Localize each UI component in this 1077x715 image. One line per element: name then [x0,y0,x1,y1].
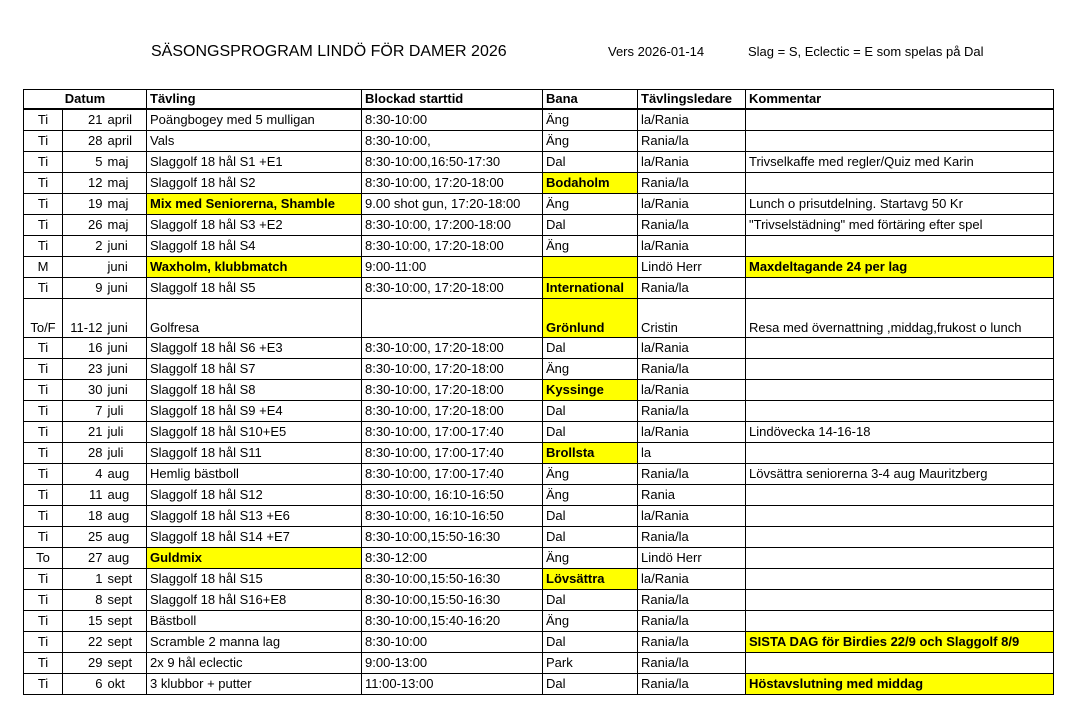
table-row [24,338,1054,359]
cell-leader: Rania/la [638,674,746,695]
table-row [24,485,1054,506]
cell-date: 11-12 [63,299,106,338]
cell-month: juni [106,278,147,299]
cell-time: 8:30-10:00,15:50-16:30 [362,590,543,611]
col-header-kommentar: Kommentar [746,90,1054,110]
cell-time [362,299,543,338]
table-row [24,422,1054,443]
cell-month: aug [106,485,147,506]
cell-time: 9:00-13:00 [362,653,543,674]
cell-course: International [543,278,638,299]
cell-leader: Rania/la [638,632,746,653]
cell-time: 9:00-11:00 [362,257,543,278]
cell-date: 29 [63,653,106,674]
cell-month: maj [106,215,147,236]
cell-comment [746,569,1054,590]
cell-month: april [106,109,147,131]
cell-leader: la/Rania [638,236,746,257]
cell-comment: Trivselkaffe med regler/Quiz med Karin [746,152,1054,173]
cell-leader: la/Rania [638,569,746,590]
table-row [24,152,1054,173]
cell-day: Ti [24,485,63,506]
table-row [24,257,1054,278]
cell-time: 8:30-10:00, 17:20-18:00 [362,401,543,422]
cell-date: 16 [63,338,106,359]
cell-course: Äng [543,194,638,215]
legend-note: Slag = S, Eclectic = E som spelas på Dal [748,44,984,59]
cell-day: Ti [24,632,63,653]
page-title: SÄSONGSPROGRAM LINDÖ FÖR DAMER 2026 [151,43,507,60]
table-row [24,278,1054,299]
cell-course: Dal [543,674,638,695]
cell-day: Ti [24,443,63,464]
table-row [24,215,1054,236]
cell-course: Park [543,653,638,674]
cell-comment [746,653,1054,674]
cell-date: 9 [63,278,106,299]
cell-course: Kyssinge [543,380,638,401]
cell-day: Ti [24,173,63,194]
cell-time: 8:30-10:00, 17:00-17:40 [362,422,543,443]
cell-event: Slaggolf 18 hål S16+E8 [147,590,362,611]
table-row [24,632,1054,653]
cell-course: Äng [543,236,638,257]
cell-event: Slaggolf 18 hål S1 +E1 [147,152,362,173]
cell-course: Dal [543,506,638,527]
table-row [24,548,1054,569]
col-header-datum: Datum [24,90,147,110]
cell-date: 15 [63,611,106,632]
cell-date: 30 [63,380,106,401]
table-row [24,506,1054,527]
cell-time: 8:30-10:00,15:50-16:30 [362,527,543,548]
cell-date: 28 [63,131,106,152]
cell-event: Poängbogey med 5 mulligan [147,109,362,131]
cell-event: Slaggolf 18 hål S12 [147,485,362,506]
cell-course [543,257,638,278]
cell-event: Slaggolf 18 hål S6 +E3 [147,338,362,359]
cell-leader: Rania/la [638,611,746,632]
cell-month: april [106,131,147,152]
cell-comment: Höstavslutning med middag [746,674,1054,695]
cell-month: juli [106,422,147,443]
cell-day: Ti [24,109,63,131]
cell-leader: la [638,443,746,464]
cell-comment [746,590,1054,611]
cell-month: juni [106,257,147,278]
cell-leader: la/Rania [638,194,746,215]
cell-date: 21 [63,422,106,443]
cell-comment [746,338,1054,359]
cell-time: 8:30-10:00, 17:20-18:00 [362,278,543,299]
cell-day: To/F [24,299,63,338]
cell-leader: Rania/la [638,215,746,236]
cell-month: juli [106,443,147,464]
cell-event: Scramble 2 manna lag [147,632,362,653]
cell-comment [746,401,1054,422]
cell-course: Dal [543,632,638,653]
cell-course: Grönlund [543,299,638,338]
cell-course: Dal [543,152,638,173]
table-row [24,611,1054,632]
cell-date: 22 [63,632,106,653]
cell-month: sept [106,590,147,611]
cell-day: Ti [24,422,63,443]
table-row [24,653,1054,674]
cell-leader: Rania/la [638,359,746,380]
cell-event: Mix med Seniorerna, Shamble [147,194,362,215]
cell-day: Ti [24,194,63,215]
cell-date: 12 [63,173,106,194]
cell-comment [746,359,1054,380]
cell-date: 11 [63,485,106,506]
cell-comment [746,109,1054,131]
cell-time: 8:30-10:00, 17:00-17:40 [362,443,543,464]
cell-day: Ti [24,131,63,152]
table-row [24,443,1054,464]
cell-event: Slaggolf 18 hål S7 [147,359,362,380]
cell-time: 8:30-10:00, 17:20-18:00 [362,173,543,194]
cell-event: Bästboll [147,611,362,632]
cell-leader: Rania [638,485,746,506]
table-row [24,131,1054,152]
cell-course: Dal [543,422,638,443]
cell-month: juni [106,236,147,257]
table-row [24,380,1054,401]
cell-course: Brollsta [543,443,638,464]
cell-comment [746,443,1054,464]
cell-time: 8:30-10:00 [362,632,543,653]
cell-day: Ti [24,152,63,173]
cell-day: Ti [24,401,63,422]
cell-day: Ti [24,215,63,236]
cell-date: 28 [63,443,106,464]
cell-event: Slaggolf 18 hål S10+E5 [147,422,362,443]
cell-month: maj [106,194,147,215]
cell-month: sept [106,569,147,590]
cell-leader: Rania/la [638,527,746,548]
cell-time: 8:30-10:00, [362,131,543,152]
col-header-ledare: Tävlingsledare [638,90,746,110]
cell-day: To [24,548,63,569]
cell-event: 2x 9 hål eclectic [147,653,362,674]
cell-time: 11:00-13:00 [362,674,543,695]
cell-day: Ti [24,569,63,590]
header-row [24,90,1054,110]
cell-course: Dal [543,527,638,548]
cell-day: Ti [24,527,63,548]
table-row [24,590,1054,611]
cell-time: 8:30-10:00, 16:10-16:50 [362,485,543,506]
table-row [24,527,1054,548]
cell-month: sept [106,611,147,632]
cell-course: Dal [543,215,638,236]
cell-comment: Lunch o prisutdelning. Startavg 50 Kr [746,194,1054,215]
cell-course: Lövsättra [543,569,638,590]
cell-date: 4 [63,464,106,485]
cell-event: Slaggolf 18 hål S3 +E2 [147,215,362,236]
cell-time: 8:30-10:00,16:50-17:30 [362,152,543,173]
cell-month: aug [106,527,147,548]
table-row [24,236,1054,257]
cell-day: Ti [24,590,63,611]
cell-month: juni [106,380,147,401]
cell-leader: Rania/la [638,278,746,299]
cell-day: Ti [24,674,63,695]
cell-date: 8 [63,590,106,611]
cell-event: Guldmix [147,548,362,569]
cell-comment: Resa med övernattning ,middag,frukost o lunch [746,299,1054,338]
cell-month: aug [106,548,147,569]
cell-month: sept [106,653,147,674]
col-header-tavling: Tävling [147,90,362,110]
cell-course: Dal [543,338,638,359]
cell-comment [746,278,1054,299]
cell-day: Ti [24,278,63,299]
cell-course: Äng [543,548,638,569]
cell-time: 8:30-10:00, 17:00-17:40 [362,464,543,485]
cell-date: 1 [63,569,106,590]
cell-date: 19 [63,194,106,215]
table-row [24,109,1054,131]
cell-event: Hemlig bästboll [147,464,362,485]
version-label: Vers 2026-01-14 [608,44,705,59]
cell-course: Dal [543,590,638,611]
cell-comment [746,236,1054,257]
cell-date: 7 [63,401,106,422]
cell-day: Ti [24,359,63,380]
col-header-blockad: Blockad starttid [362,90,543,110]
cell-event: Slaggolf 18 hål S9 +E4 [147,401,362,422]
cell-time: 8:30-10:00, 17:200-18:00 [362,215,543,236]
cell-leader: Rania/la [638,131,746,152]
col-header-bana: Bana [543,90,638,110]
cell-month: juni [106,299,147,338]
cell-date: 26 [63,215,106,236]
cell-day: Ti [24,506,63,527]
cell-course: Äng [543,359,638,380]
cell-time: 8:30-10:00, 17:20-18:00 [362,236,543,257]
cell-event: Golfresa [147,299,362,338]
cell-comment: "Trivselstädning" med förtäring efter spel [746,215,1054,236]
cell-leader: Cristin [638,299,746,338]
cell-month: aug [106,464,147,485]
cell-month: maj [106,173,147,194]
cell-time: 8:30-12:00 [362,548,543,569]
cell-event: Waxholm, klubbmatch [147,257,362,278]
cell-comment [746,611,1054,632]
cell-time: 8:30-10:00, 17:20-18:00 [362,359,543,380]
cell-date: 18 [63,506,106,527]
cell-leader: Rania/la [638,590,746,611]
table-row [24,401,1054,422]
cell-event: Slaggolf 18 hål S4 [147,236,362,257]
cell-course: Dal [543,401,638,422]
cell-month: juni [106,359,147,380]
cell-date: 23 [63,359,106,380]
cell-leader: Rania/la [638,173,746,194]
cell-date: 6 [63,674,106,695]
cell-date: 25 [63,527,106,548]
cell-comment: Lindövecka 14-16-18 [746,422,1054,443]
table-row [24,299,1054,338]
cell-comment: Lövsättra seniorerna 3-4 aug Mauritzberg [746,464,1054,485]
cell-course: Äng [543,109,638,131]
cell-course: Äng [543,131,638,152]
cell-month: aug [106,506,147,527]
cell-comment [746,131,1054,152]
cell-comment [746,506,1054,527]
cell-event: 3 klubbor + putter [147,674,362,695]
cell-day: Ti [24,653,63,674]
cell-comment: Maxdeltagande 24 per lag [746,257,1054,278]
cell-leader: Rania/la [638,464,746,485]
cell-comment [746,548,1054,569]
cell-time: 8:30-10:00,15:50-16:30 [362,569,543,590]
cell-time: 8:30-10:00, 17:20-18:00 [362,380,543,401]
cell-comment: SISTA DAG för Birdies 22/9 och Slaggolf 8/9 [746,632,1054,653]
table-row [24,194,1054,215]
table-row [24,674,1054,695]
cell-time: 8:30-10:00, 16:10-16:50 [362,506,543,527]
cell-comment [746,527,1054,548]
cell-event: Slaggolf 18 hål S14 +E7 [147,527,362,548]
cell-course: Äng [543,611,638,632]
cell-course: Äng [543,485,638,506]
cell-month: juni [106,338,147,359]
cell-event: Slaggolf 18 hål S8 [147,380,362,401]
cell-month: juli [106,401,147,422]
cell-month: maj [106,152,147,173]
cell-comment [746,380,1054,401]
cell-leader: Lindö Herr [638,548,746,569]
cell-leader: la/Rania [638,152,746,173]
cell-time: 8:30-10:00, 17:20-18:00 [362,338,543,359]
cell-comment [746,173,1054,194]
cell-day: Ti [24,611,63,632]
cell-date: 21 [63,109,106,131]
table-row [24,359,1054,380]
cell-event: Vals [147,131,362,152]
cell-leader: Lindö Herr [638,257,746,278]
table-row [24,464,1054,485]
cell-event: Slaggolf 18 hål S2 [147,173,362,194]
cell-date: 5 [63,152,106,173]
cell-leader: la/Rania [638,338,746,359]
cell-course: Bodaholm [543,173,638,194]
cell-leader: la/Rania [638,422,746,443]
cell-comment [746,485,1054,506]
cell-month: okt [106,674,147,695]
cell-date: 2 [63,236,106,257]
cell-time: 8:30-10:00,15:40-16:20 [362,611,543,632]
cell-day: Ti [24,464,63,485]
cell-date: 27 [63,548,106,569]
schedule-table [23,89,1054,695]
table-row [24,569,1054,590]
cell-leader: la/Rania [638,380,746,401]
cell-event: Slaggolf 18 hål S13 +E6 [147,506,362,527]
cell-month: sept [106,632,147,653]
cell-leader: la/Rania [638,506,746,527]
cell-event: Slaggolf 18 hål S5 [147,278,362,299]
cell-event: Slaggolf 18 hål S11 [147,443,362,464]
cell-day: Ti [24,380,63,401]
cell-day: Ti [24,236,63,257]
cell-leader: la/Rania [638,109,746,131]
cell-event: Slaggolf 18 hål S15 [147,569,362,590]
cell-day: M [24,257,63,278]
cell-leader: Rania/la [638,653,746,674]
cell-course: Äng [543,464,638,485]
cell-time: 8:30-10:00 [362,109,543,131]
cell-date [63,257,106,278]
cell-time: 9.00 shot gun, 17:20-18:00 [362,194,543,215]
table-row [24,173,1054,194]
cell-day: Ti [24,338,63,359]
cell-leader: Rania/la [638,401,746,422]
